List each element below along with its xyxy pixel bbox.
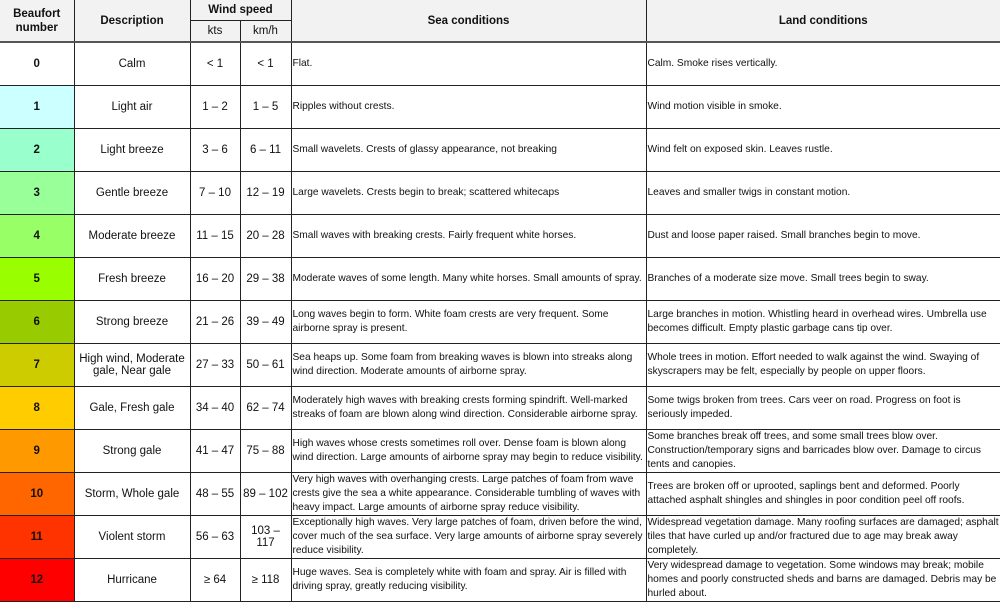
wind-kts-cell: 7 – 10 [190, 172, 240, 215]
land-conditions-cell: Calm. Smoke rises vertically. [646, 42, 1000, 86]
beaufort-number-cell: 4 [0, 215, 74, 258]
table-row [0, 516, 1000, 559]
wind-kts-cell: 3 – 6 [190, 129, 240, 172]
sea-conditions-cell: Moderately high waves with breaking crests forming spindrift. Well-marked streaks of foam are blown along wind direction. Considerable airborne spray. [291, 387, 646, 430]
wind-kmh-cell: 6 – 11 [240, 129, 291, 172]
wind-kmh-cell: 103 – 117 [240, 516, 291, 559]
beaufort-number-cell: 8 [0, 387, 74, 430]
wind-kmh-cell: 62 – 74 [240, 387, 291, 430]
wind-kts-cell: 34 – 40 [190, 387, 240, 430]
beaufort-number-cell: 6 [0, 301, 74, 344]
wind-kts-cell: ≥ 64 [190, 559, 240, 602]
beaufort-number-cell: 10 [0, 473, 74, 516]
wind-kmh-cell: 39 – 49 [240, 301, 291, 344]
description-cell: High wind, Moderate gale, Near gale [74, 344, 190, 387]
description-cell: Gale, Fresh gale [74, 387, 190, 430]
table-row [0, 430, 1000, 473]
beaufort-number-cell: 0 [0, 42, 74, 86]
sea-conditions-cell: Huge waves. Sea is completely white with foam and spray. Air is filled with driving spray, greatly reducing visibility. [291, 559, 646, 602]
description-cell: Light breeze [74, 129, 190, 172]
land-conditions-cell: Large branches in motion. Whistling heard in overhead wires. Umbrella use becomes difficult. Empty plastic garbage cans tip over. [646, 301, 1000, 344]
land-conditions-cell: Wind motion visible in smoke. [646, 86, 1000, 129]
description-cell: Moderate breeze [74, 215, 190, 258]
wind-kts-cell: < 1 [190, 42, 240, 86]
land-conditions-cell: Wind felt on exposed skin. Leaves rustle. [646, 129, 1000, 172]
beaufort-number-cell: 1 [0, 86, 74, 129]
wind-kts-cell: 27 – 33 [190, 344, 240, 387]
wind-kts-cell: 48 – 55 [190, 473, 240, 516]
header-kts: kts [190, 21, 240, 43]
description-cell: Violent storm [74, 516, 190, 559]
table-row [0, 258, 1000, 301]
table-row [0, 129, 1000, 172]
land-conditions-cell: Whole trees in motion. Effort needed to walk against the wind. Swaying of skyscrapers may be felt, especially by people on upper floors. [646, 344, 1000, 387]
beaufort-number-cell: 9 [0, 430, 74, 473]
sea-conditions-cell: High waves whose crests sometimes roll over. Dense foam is blown along wind direction. Large amounts of airborne spray may begin to reduce visibility. [291, 430, 646, 473]
table-row [0, 301, 1000, 344]
wind-kts-cell: 21 – 26 [190, 301, 240, 344]
land-conditions-cell: Some twigs broken from trees. Cars veer on road. Progress on foot is seriously impeded. [646, 387, 1000, 430]
table-row [0, 559, 1000, 602]
table-row [0, 215, 1000, 258]
wind-kts-cell: 16 – 20 [190, 258, 240, 301]
sea-conditions-cell: Sea heaps up. Some foam from breaking waves is blown into streaks along wind direction. Moderate amounts of airborne spray. [291, 344, 646, 387]
table-row [0, 42, 1000, 86]
header-sea-conditions: Sea conditions [291, 0, 646, 42]
beaufort-number-cell: 2 [0, 129, 74, 172]
wind-kts-cell: 41 – 47 [190, 430, 240, 473]
description-cell: Hurricane [74, 559, 190, 602]
sea-conditions-cell: Small waves with breaking crests. Fairly frequent white horses. [291, 215, 646, 258]
wind-kts-cell: 1 – 2 [190, 86, 240, 129]
sea-conditions-cell: Small wavelets. Crests of glassy appearance, not breaking [291, 129, 646, 172]
land-conditions-cell: Branches of a moderate size move. Small trees begin to sway. [646, 258, 1000, 301]
wind-kts-cell: 56 – 63 [190, 516, 240, 559]
description-cell: Gentle breeze [74, 172, 190, 215]
description-cell: Strong breeze [74, 301, 190, 344]
wind-kmh-cell: 50 – 61 [240, 344, 291, 387]
wind-kmh-cell: 29 – 38 [240, 258, 291, 301]
table-row [0, 387, 1000, 430]
header-land-conditions: Land conditions [646, 0, 1000, 42]
sea-conditions-cell: Exceptionally high waves. Very large patches of foam, driven before the wind, cover much of the sea surface. Very large amounts of airborne spray severely reduce visibility. [291, 516, 646, 559]
description-cell: Light air [74, 86, 190, 129]
sea-conditions-cell: Long waves begin to form. White foam crests are very frequent. Some airborne spray is present. [291, 301, 646, 344]
sea-conditions-cell: Very high waves with overhanging crests. Large patches of foam from wave crests give the sea a white appearance. Considerable tumbling of waves with heavy impact. Large amounts of airborne spray reduce visibility. [291, 473, 646, 516]
wind-kmh-cell: 12 – 19 [240, 172, 291, 215]
wind-kmh-cell: ≥ 118 [240, 559, 291, 602]
description-cell: Strong gale [74, 430, 190, 473]
land-conditions-cell: Widespread vegetation damage. Many roofing surfaces are damaged; asphalt tiles that have curled up and/or fractured due to age may break away completely. [646, 516, 1000, 559]
beaufort-number-cell: 12 [0, 559, 74, 602]
sea-conditions-cell: Ripples without crests. [291, 86, 646, 129]
land-conditions-cell: Very widespread damage to vegetation. Some windows may break; mobile homes and poorly constructed sheds and barns are damaged. Debris may be hurled about. [646, 559, 1000, 602]
description-cell: Storm, Whole gale [74, 473, 190, 516]
wind-kmh-cell: 89 – 102 [240, 473, 291, 516]
land-conditions-cell: Leaves and smaller twigs in constant motion. [646, 172, 1000, 215]
header-description: Description [74, 0, 190, 42]
wind-kmh-cell: 20 – 28 [240, 215, 291, 258]
table-row [0, 86, 1000, 129]
beaufort-number-cell: 5 [0, 258, 74, 301]
land-conditions-cell: Some branches break off trees, and some small trees blow over. Construction/temporary signs and barricades blow over. Damage to circus tents and canopies. [646, 430, 1000, 473]
description-cell: Calm [74, 42, 190, 86]
sea-conditions-cell: Flat. [291, 42, 646, 86]
beaufort-number-cell: 11 [0, 516, 74, 559]
table-row [0, 473, 1000, 516]
land-conditions-cell: Trees are broken off or uprooted, saplings bent and deformed. Poorly attached asphalt shingles and shingles in poor condition peel off roofs. [646, 473, 1000, 516]
wind-kmh-cell: 75 – 88 [240, 430, 291, 473]
header-beaufort-number: Beaufort number [0, 0, 74, 42]
table-row [0, 344, 1000, 387]
beaufort-number-cell: 7 [0, 344, 74, 387]
wind-kmh-cell: 1 – 5 [240, 86, 291, 129]
land-conditions-cell: Dust and loose paper raised. Small branches begin to move. [646, 215, 1000, 258]
sea-conditions-cell: Moderate waves of some length. Many white horses. Small amounts of spray. [291, 258, 646, 301]
header-kmh: km/h [240, 21, 291, 43]
wind-kmh-cell: < 1 [240, 42, 291, 86]
header-wind-speed: Wind speed [190, 0, 291, 21]
sea-conditions-cell: Large wavelets. Crests begin to break; scattered whitecaps [291, 172, 646, 215]
description-cell: Fresh breeze [74, 258, 190, 301]
wind-kts-cell: 11 – 15 [190, 215, 240, 258]
table-row [0, 172, 1000, 215]
beaufort-number-cell: 3 [0, 172, 74, 215]
